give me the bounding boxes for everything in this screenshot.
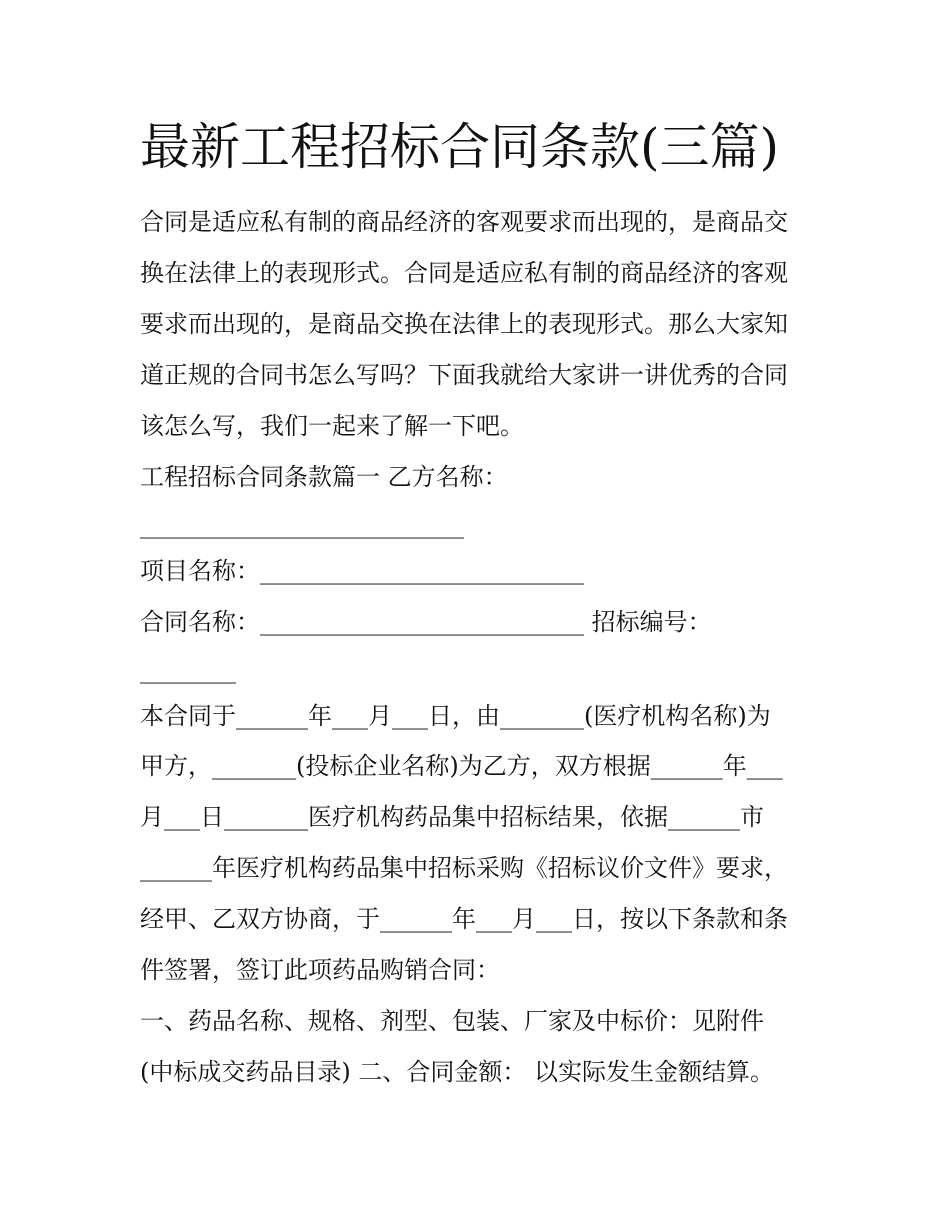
contract-name-blank: ___________________________	[260, 608, 584, 636]
section-heading: 工程招标合同条款篇一 乙方名称：	[140, 463, 508, 491]
body-line-3: 月___日_______医疗机构药品集中招标结果，依据______市	[140, 803, 764, 831]
intro-line-1: 合同是适应私有制的商品经济的客观要求而出现的，是商品交	[140, 208, 788, 236]
contract-name-label: 合同名称：	[140, 608, 260, 636]
body-line-1: 本合同于______年___月___日，由_______(医疗机构名称)为	[140, 702, 771, 730]
body-line-6: 件签署，签订此项药品购销合同：	[140, 956, 500, 984]
intro-line-5: 该怎么写，我们一起来了解一下吧。	[140, 412, 524, 440]
body-line-2: 甲方，_______(投标企业名称)为乙方，双方根据______年___	[140, 752, 783, 780]
bid-number-blank: ________	[140, 656, 236, 684]
body-line-5: 经甲、乙双方协商，于______年___月___日，按以下条款和条	[140, 905, 788, 933]
project-name-blank: ___________________________	[260, 557, 584, 585]
contract-name-row	[140, 602, 840, 642]
project-name-row	[140, 551, 840, 591]
document-title: 最新工程招标合同条款(三篇)	[140, 118, 780, 176]
bid-number-label: 招标编号：	[591, 608, 712, 636]
party-b-name-blank: ___________________________	[140, 511, 464, 539]
clause-line-2: (中标成交药品目录) 二、合同金额： 以实际发生金额结算。	[140, 1058, 774, 1086]
body-line-4: ______年医疗机构药品集中招标采购《招标议价文件》要求，	[140, 854, 788, 882]
project-name-label: 项目名称：	[140, 557, 260, 585]
intro-line-3: 要求而出现的，是商品交换在法律上的表现形式。那么大家知	[140, 310, 788, 338]
intro-line-4: 道正规的合同书怎么写吗？下面我就给大家讲一讲优秀的合同	[140, 361, 788, 389]
intro-line-2: 换在法律上的表现形式。合同是适应私有制的商品经济的客观	[140, 259, 788, 287]
clause-line-1: 一、药品名称、规格、剂型、包装、厂家及中标价：见附件	[140, 1007, 764, 1035]
